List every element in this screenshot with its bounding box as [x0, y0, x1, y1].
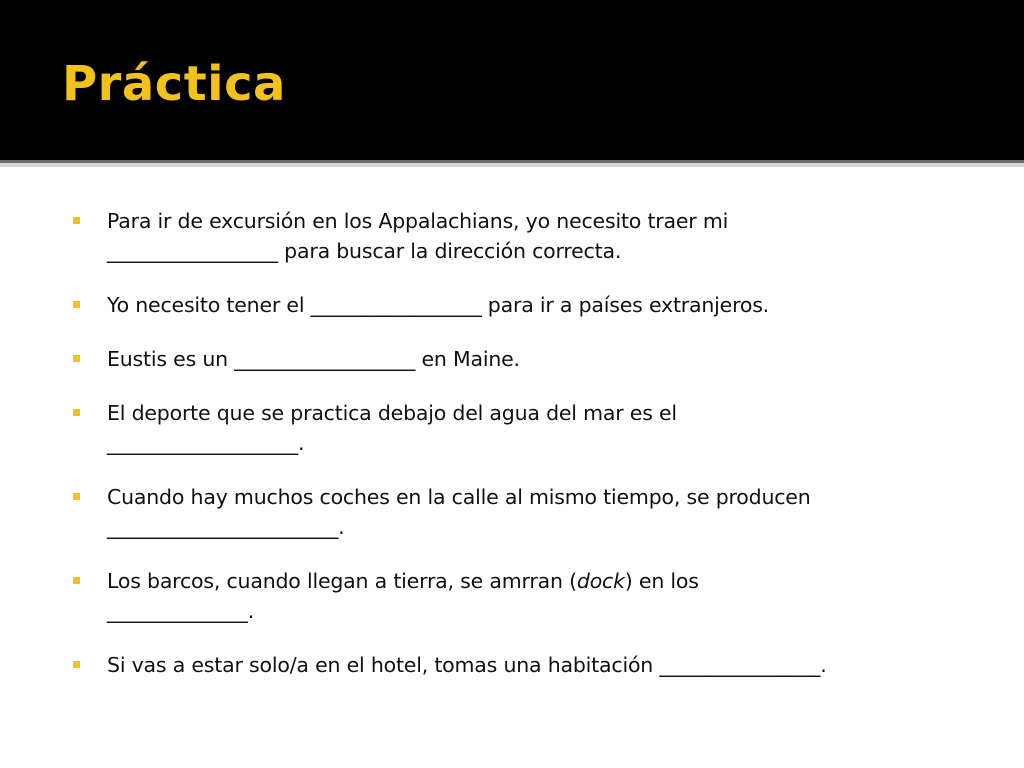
item-text-line: Si vas a estar solo/a en el hotel, tomas una habitación ________________.: [107, 653, 827, 677]
list-item: [70, 482, 1000, 542]
divider-light: [0, 163, 1024, 167]
list-item: [70, 398, 1000, 458]
square-bullet-icon: [73, 355, 80, 362]
square-bullet-icon: [73, 409, 80, 416]
item-text-segment: ) en los: [624, 569, 699, 593]
item-text-line: ___________________.: [107, 431, 305, 455]
item-text-line: Para ir de excursión en los Appalachians, yo necesito traer mi: [107, 209, 729, 233]
square-bullet-icon: [73, 301, 80, 308]
item-text-line: [107, 566, 1000, 596]
item-text-segment: Los barcos, cuando llegan a tierra, se amrran (: [107, 569, 577, 593]
list-item: [70, 344, 1000, 374]
item-text-line: _________________ para buscar la dirección correcta.: [107, 239, 622, 263]
bullet-list: [70, 206, 1000, 704]
slide-title: Práctica: [62, 56, 286, 112]
item-text-line: El deporte que se practica debajo del agua del mar es el: [107, 401, 677, 425]
item-text-line: _______________________.: [107, 515, 345, 539]
item-text-line: Cuando hay muchos coches en la calle al mismo tiempo, se producen: [107, 485, 811, 509]
square-bullet-icon: [73, 217, 80, 224]
item-text-italic: dock: [576, 569, 625, 593]
list-item: [70, 206, 1000, 266]
item-text-line: Yo necesito tener el _________________ para ir a países extranjeros.: [107, 293, 769, 317]
square-bullet-icon: [73, 493, 80, 500]
square-bullet-icon: [73, 661, 80, 668]
list-item: [70, 650, 1000, 680]
list-item: [70, 290, 1000, 320]
title-band: [0, 0, 1024, 160]
square-bullet-icon: [73, 577, 80, 584]
list-item: [70, 566, 1000, 626]
item-text-line: Eustis es un __________________ en Maine.: [107, 347, 520, 371]
item-text-line: ______________.: [107, 599, 255, 623]
